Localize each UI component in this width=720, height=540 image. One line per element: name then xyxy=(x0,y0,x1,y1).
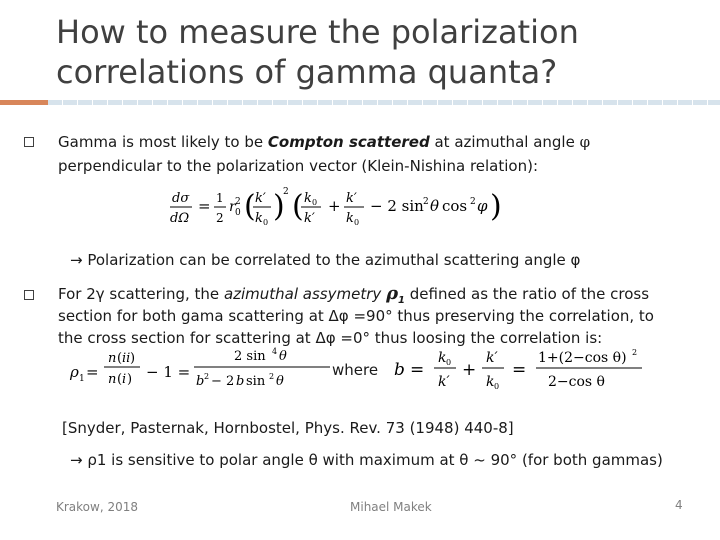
svg-text:ρ: ρ xyxy=(70,363,79,381)
b-definition-formula xyxy=(390,342,708,396)
svg-text:k′: k′ xyxy=(304,211,315,226)
slide-title xyxy=(56,12,696,92)
svg-text:dσ: dσ xyxy=(172,191,190,206)
svg-text:2: 2 xyxy=(204,372,210,381)
svg-text:): ) xyxy=(130,351,136,366)
svg-text:): ) xyxy=(273,189,285,224)
svg-text:r: r xyxy=(229,199,236,215)
bullet-square-icon xyxy=(24,137,34,147)
svg-text:2 sin: 2 sin xyxy=(234,349,266,364)
title-line-1: How to measure the polarization xyxy=(56,13,579,51)
svg-text:dΩ: dΩ xyxy=(170,211,190,226)
svg-text:(: ( xyxy=(117,372,123,387)
svg-text:sin: sin xyxy=(246,374,266,389)
footer-date: Krakow, 2018 xyxy=(56,500,139,514)
svg-text:k′: k′ xyxy=(438,374,450,390)
svg-text:b: b xyxy=(236,374,245,389)
svg-text:− 2: − 2 xyxy=(211,374,235,389)
klein-nishina-formula xyxy=(168,180,530,234)
svg-text:φ: φ xyxy=(477,197,488,215)
svg-text:k: k xyxy=(304,191,312,206)
svg-text:(: ( xyxy=(244,189,256,224)
svg-text:ii: ii xyxy=(122,351,131,366)
svg-text:=: = xyxy=(86,363,99,381)
svg-text:(: ( xyxy=(117,351,123,366)
svg-text:− 2 sin: − 2 sin xyxy=(370,197,424,215)
svg-text:0: 0 xyxy=(235,208,241,218)
svg-text:k′: k′ xyxy=(255,191,266,206)
svg-text:0: 0 xyxy=(312,198,318,207)
left-margin xyxy=(0,0,48,88)
svg-text:− 1 =: − 1 = xyxy=(146,363,191,381)
where-label: where xyxy=(332,361,379,379)
svg-text:1: 1 xyxy=(216,191,224,205)
svg-text:b: b xyxy=(196,374,205,389)
svg-text:4: 4 xyxy=(272,347,278,356)
svg-text:k: k xyxy=(438,350,447,366)
svg-text:): ) xyxy=(127,372,133,387)
bullet2-line1: For 2γ scattering, the azimuthal assymetry $\rho_1$ defined as the ratio of the cross xyxy=(58,283,650,306)
accent-bar xyxy=(0,100,48,105)
svg-text:i: i xyxy=(122,372,127,387)
page-number: 4 xyxy=(675,498,683,512)
svg-text:0: 0 xyxy=(446,358,452,367)
reference-citation: [Snyder, Pasternak, Hornbostel, Phys. Rev. 73 (1948) 440-8] xyxy=(62,419,514,437)
svg-text:n: n xyxy=(108,351,117,366)
svg-text:): ) xyxy=(490,189,502,224)
svg-text:k: k xyxy=(346,211,354,226)
svg-text:2: 2 xyxy=(423,197,429,207)
svg-text:+: + xyxy=(462,360,477,380)
svg-text:2: 2 xyxy=(632,348,638,357)
arrow-note-polarization: → Polarization can be correlated to the azimuthal scattering angle φ xyxy=(70,251,581,269)
bullet-square-icon xyxy=(24,290,34,300)
svg-text:0: 0 xyxy=(354,218,360,227)
svg-text:=: = xyxy=(410,360,425,380)
svg-text:(: ( xyxy=(292,189,304,224)
svg-text:k′: k′ xyxy=(346,191,357,206)
svg-text:k: k xyxy=(486,374,495,390)
svg-text:b: b xyxy=(394,360,405,380)
rho1-formula xyxy=(66,344,336,396)
svg-text:2: 2 xyxy=(470,197,476,207)
svg-text:θ: θ xyxy=(430,197,440,215)
svg-text:+: + xyxy=(328,197,341,215)
svg-text:=: = xyxy=(198,197,211,215)
svg-text:2: 2 xyxy=(235,197,241,207)
svg-text:θ: θ xyxy=(279,349,287,364)
svg-text:θ: θ xyxy=(276,374,284,389)
svg-text:2: 2 xyxy=(283,187,289,197)
bullet2-line2: section for both gama scattering at Δφ =90° thus preserving the correlation, to xyxy=(58,307,654,325)
svg-text:0: 0 xyxy=(494,382,500,391)
svg-text:2: 2 xyxy=(269,372,275,381)
svg-text:1: 1 xyxy=(79,374,85,384)
svg-text:n: n xyxy=(108,372,117,387)
svg-text:cos: cos xyxy=(442,197,468,215)
bullet1-line2: perpendicular to the polarization vector (Klein-Nishina relation): xyxy=(58,157,539,175)
footer-author: Mihael Makek xyxy=(350,500,432,514)
bullet2-line3: the cross section for scattering at Δφ =0° thus loosing the correlation is: xyxy=(58,329,603,347)
svg-text:k: k xyxy=(255,211,263,226)
svg-text:2: 2 xyxy=(216,211,224,225)
svg-text:=: = xyxy=(512,360,527,380)
arrow-note-rho1: → ρ1 is sensitive to polar angle θ with maximum at θ ~ 90° (for both gammas) xyxy=(70,451,663,469)
svg-text:k′: k′ xyxy=(486,350,498,366)
svg-text:0: 0 xyxy=(263,218,269,227)
svg-text:1+(2−cos θ): 1+(2−cos θ) xyxy=(538,350,627,366)
decorative-grid-bar xyxy=(48,100,720,105)
svg-text:2−cos θ: 2−cos θ xyxy=(548,374,605,390)
title-line-2: correlations of gamma quanta? xyxy=(56,53,558,91)
bullet1-line1: Gamma is most likely to be Compton scattered at azimuthal angle φ xyxy=(58,133,591,151)
